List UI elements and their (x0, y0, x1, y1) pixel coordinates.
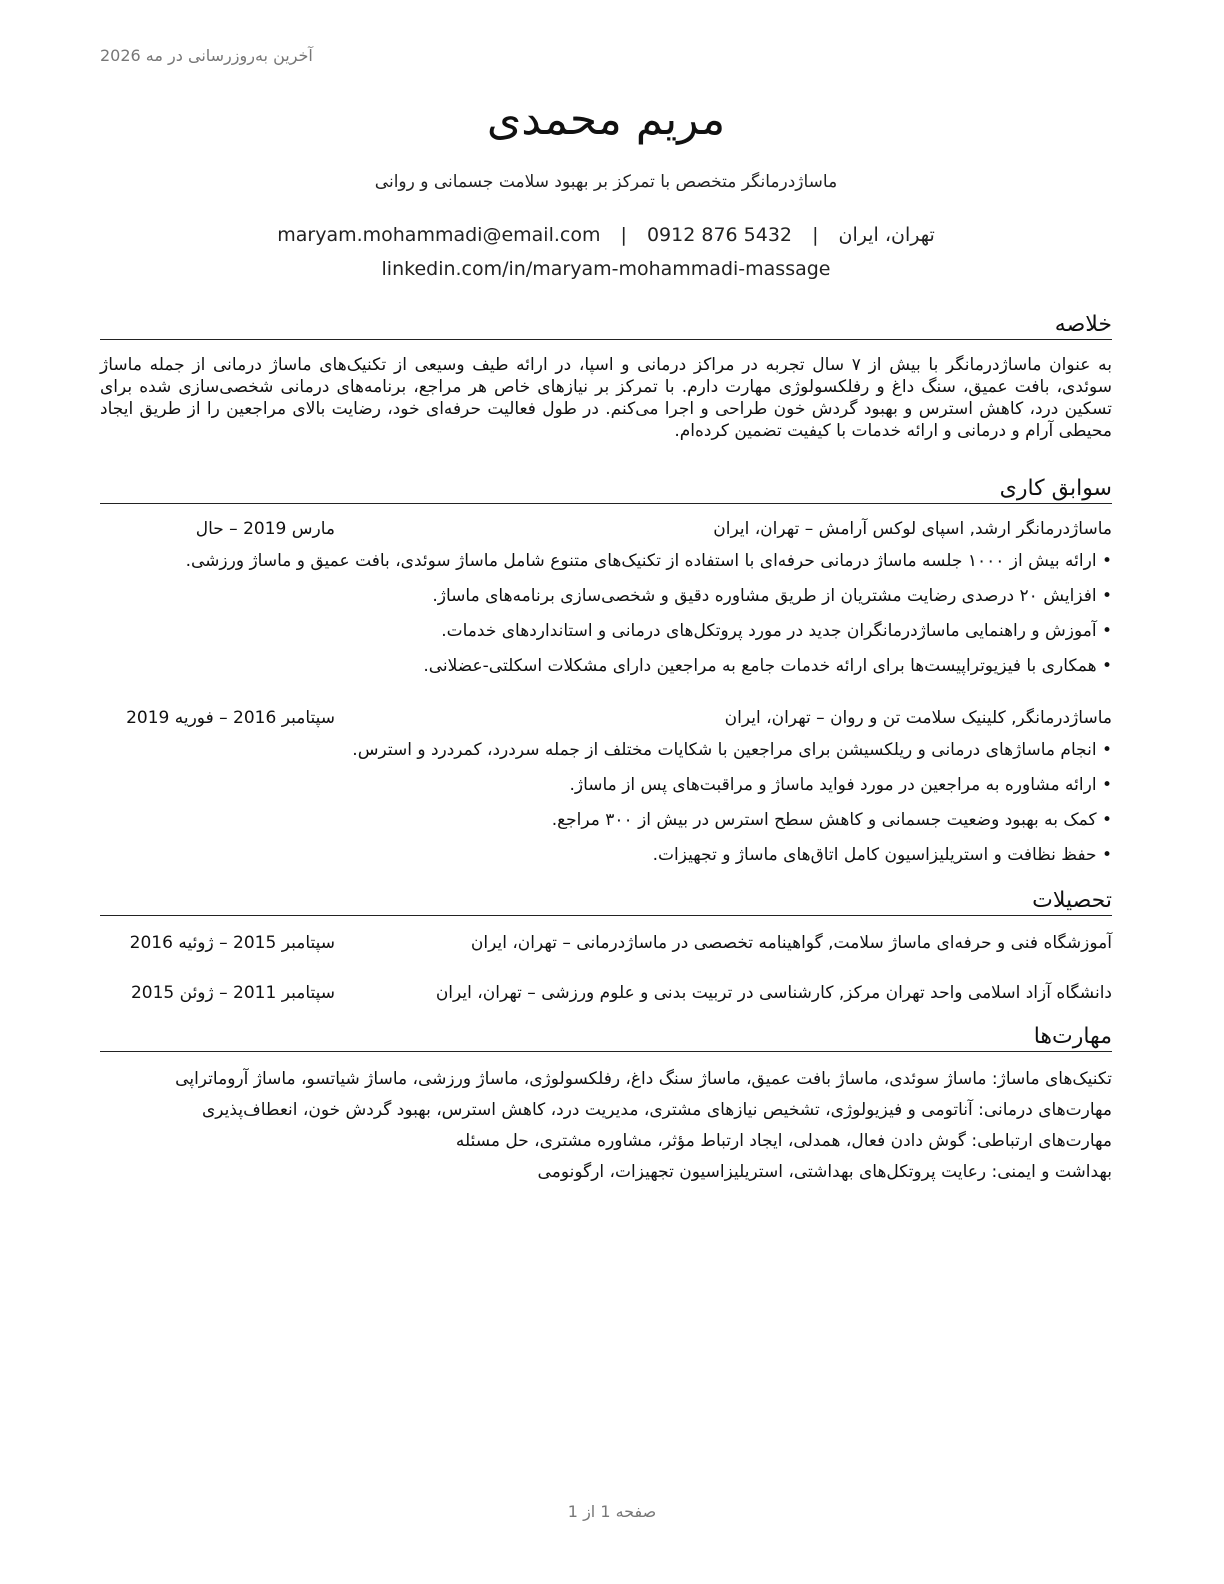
skills-list (100, 1068, 1112, 1192)
job-dates: سپتامبر 2016 – فوریه 2019 (126, 708, 335, 728)
list-item: • کمک به بهبود وضعیت جسمانی و کاهش سطح استرس در بیش از ۳۰۰ مراجع. (100, 809, 1112, 844)
resume-page (100, 0, 1112, 1584)
skill-line: بهداشت و ایمنی: رعایت پروتکل‌های بهداشتی، استریلیزاسیون تجهیزات، ارگونومی (537, 1162, 1112, 1182)
skill-line: مهارت‌های ارتباطی: گوش دادن فعال، همدلی، ایجاد ارتباط مؤثر، مشاوره مشتری، حل مسئله (455, 1131, 1112, 1151)
email-link[interactable]: maryam.mohammadi@email.com (277, 224, 601, 246)
list-item: • ارائه مشاوره به مراجعین در مورد فواید ماساژ و مراقبت‌های پس از ماساژ. (100, 774, 1112, 809)
education-dates: سپتامبر 2011 – ژوئن 2015 (130, 983, 335, 1003)
list-item: • ارائه بیش از ۱۰۰۰ جلسه ماساژ درمانی حرفه‌ای با استفاده از تکنیک‌های متنوع شامل ماساژ سوئدی، بافت عمیق و ماساژ ورزشی. (100, 550, 1112, 585)
skill-line: مهارت‌های درمانی: آناتومی و فیزیولوژی، تشخیص نیازهای مشتری، مدیریت درد، کاهش استرس، بهبود گردش خون، انعطاف‌پذیری (202, 1100, 1112, 1120)
separator: | (620, 224, 627, 246)
page-number: صفحه 1 از 1 (567, 1502, 657, 1521)
last-updated: آخرین به‌روزرسانی در مه 2026 (100, 46, 313, 65)
section-title-experience: سوابق کاری (100, 476, 1112, 504)
section-title-skills: مهارت‌ها (100, 1024, 1112, 1052)
job-bullets (100, 550, 1112, 690)
section-title-education: تحصیلات (100, 888, 1112, 916)
skill-line: تکنیک‌های ماساژ: ماساژ سوئدی، ماساژ بافت عمیق، ماساژ سنگ داغ، رفلکسولوژی، ماساژ ورزشی، ماساژ شیاتسو، ماساژ آروماتراپی (175, 1069, 1112, 1089)
linkedin-link[interactable]: linkedin.com/in/maryam-mohammadi-massage (381, 258, 831, 280)
contact-line (100, 224, 1112, 246)
list-item: • حفظ نظافت و استریلیزاسیون کامل اتاق‌های ماساژ و تجهیزات. (100, 844, 1112, 879)
tagline: ماساژدرمانگر متخصص با تمرکز بر بهبود سلامت جسمانی و روانی (374, 172, 838, 192)
list-item: • افزایش ۲۰ درصدی رضایت مشتریان از طریق مشاوره دقیق و شخصی‌سازی برنامه‌های ماساژ. (100, 585, 1112, 620)
job-title: ماساژدرمانگر, کلینیک سلامت تن و روان – تهران، ایران (724, 708, 1112, 728)
section-title-summary: خلاصه (100, 312, 1112, 340)
location: تهران، ایران (838, 224, 935, 246)
list-item: • آموزش و راهنمایی ماساژدرمانگران جدید در مورد پروتکل‌های درمانی و استانداردهای خدمات. (100, 620, 1112, 655)
job-dates: مارس 2019 – حال (195, 519, 335, 539)
summary-text: به عنوان ماساژدرمانگر با بیش از ۷ سال تجربه در مراکز درمانی و اسپا، در ارائه طیف وسیعی از تکنیک‌های ماساژ درمانی از جمله ماساژ سوئدی، بافت عمیق، سنگ داغ و رفلکسولوژی مهارت دارم. با تمرکز بر نیازهای خاص هر مراجع، برنامه‌های درمانی شخصی‌سازی شده برای تسکین درد، کاهش استرس و بهبود گردش خون طراحی و اجرا می‌کنم. در طول فعالیت حرفه‌ای خود، رضایت بالای مراجعین را از طریق ایجاد محیطی آرام و درمانی و ارائه خدمات با کیفیت تضمین کرده‌ام. (100, 355, 1112, 441)
education-dates: سپتامبر 2015 – ژوئیه 2016 (129, 933, 335, 953)
list-item: • انجام ماساژهای درمانی و ریلکسیشن برای مراجعین با شکایات مختلف از جمله سردرد، کمردرد و استرس. (100, 739, 1112, 774)
candidate-name: مریم محمدی (486, 94, 726, 145)
phone-number: 0912 876 5432 (646, 224, 793, 246)
education-title: آموزشگاه فنی و حرفه‌ای ماساژ سلامت, گواهینامه تخصصی در ماساژدرمانی – تهران، ایران (470, 933, 1112, 953)
job-title: ماساژدرمانگر ارشد, اسپای لوکس آرامش – تهران، ایران (713, 519, 1112, 539)
separator: | (812, 224, 819, 246)
job-bullets (100, 739, 1112, 879)
education-title: دانشگاه آزاد اسلامی واحد تهران مرکز, کارشناسی در تربیت بدنی و علوم ورزشی – تهران، ایران (435, 983, 1112, 1003)
list-item: • همکاری با فیزیوتراپیست‌ها برای ارائه خدمات جامع به مراجعین دارای مشکلات اسکلتی-عضلانی. (100, 655, 1112, 690)
